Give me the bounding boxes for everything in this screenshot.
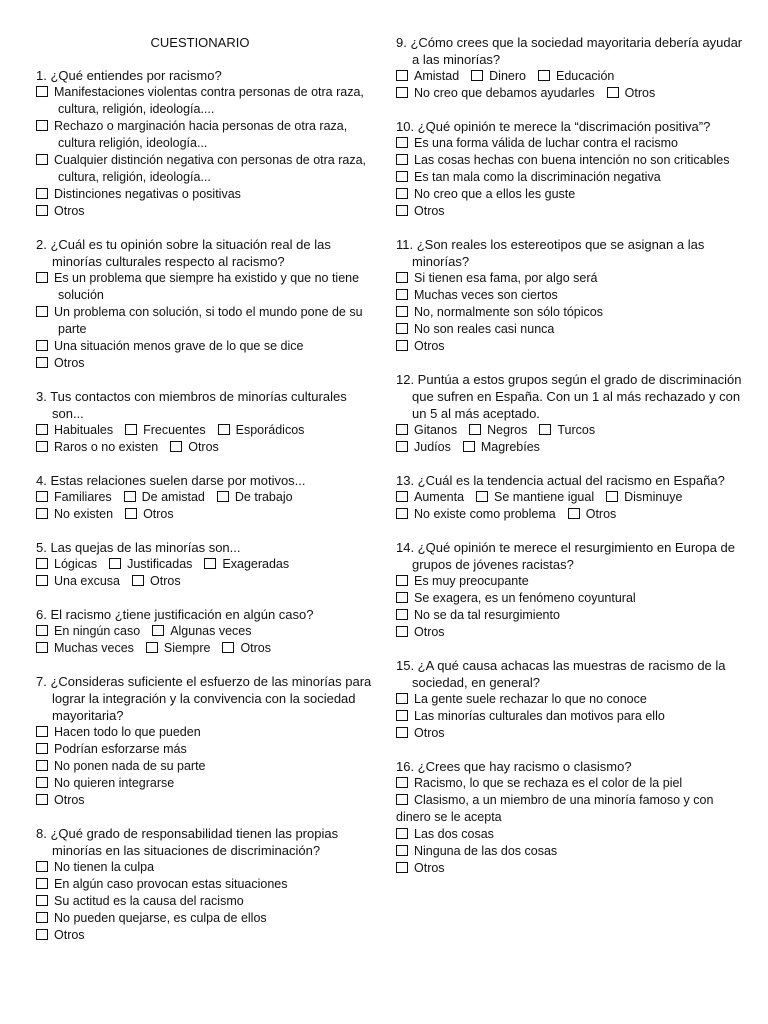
option-item[interactable] bbox=[36, 304, 376, 338]
question-block bbox=[36, 236, 376, 372]
checkbox-icon[interactable] bbox=[396, 794, 408, 805]
checkbox-icon[interactable] bbox=[396, 441, 408, 452]
option-item[interactable] bbox=[217, 489, 293, 506]
option-label: Manifestaciones violentas contra personas de otra raza, cultura, religión, ideología.... bbox=[54, 85, 364, 116]
option-label: No se da tal resurgimiento bbox=[414, 608, 560, 622]
checkbox-icon[interactable] bbox=[568, 508, 580, 519]
option-row bbox=[36, 573, 376, 590]
option-label: No creo que debamos ayudarles bbox=[414, 86, 595, 100]
question-text: 15. ¿A qué causa achacas las muestras de racismo de la sociedad, en general? bbox=[396, 658, 726, 690]
option-item[interactable] bbox=[396, 439, 451, 456]
option-label: Otros bbox=[54, 928, 85, 942]
option-item[interactable] bbox=[125, 506, 174, 523]
option-label: Una excusa bbox=[54, 574, 121, 588]
question-block bbox=[396, 657, 746, 742]
checkbox-icon[interactable] bbox=[396, 592, 408, 603]
option-list bbox=[36, 270, 376, 372]
option-label: No tienen la culpa bbox=[54, 860, 155, 874]
question-block bbox=[36, 539, 376, 590]
option-item[interactable] bbox=[396, 489, 464, 506]
option-label: Es tan mala como la discriminación negativa bbox=[414, 170, 661, 184]
option-item[interactable] bbox=[396, 826, 746, 843]
option-item[interactable] bbox=[538, 68, 614, 85]
option-label: Frecuentes bbox=[143, 423, 206, 437]
checkbox-icon[interactable] bbox=[36, 424, 48, 435]
checkbox-icon[interactable] bbox=[36, 575, 48, 586]
checkbox-icon[interactable] bbox=[396, 693, 408, 704]
option-item[interactable] bbox=[396, 506, 556, 523]
option-row bbox=[396, 506, 746, 523]
option-label: Muchas veces son ciertos bbox=[414, 288, 558, 302]
option-item[interactable] bbox=[396, 860, 746, 877]
option-label: Otros bbox=[150, 574, 181, 588]
question-text: 12. Puntúa a estos grupos según el grado de discriminación que sufren en España. Con un 1 al más rechazado y con un 5 al más aceptado. bbox=[396, 372, 742, 421]
checkbox-icon[interactable] bbox=[396, 727, 408, 738]
option-label: Se exagera, es un fenómeno coyuntural bbox=[414, 591, 636, 605]
option-row bbox=[396, 68, 746, 85]
question-text: 14. ¿Qué opinión te merece el resurgimiento en Europa de grupos de jóvenes racistas? bbox=[396, 540, 735, 572]
question-block bbox=[396, 472, 746, 523]
checkbox-icon[interactable] bbox=[36, 726, 48, 737]
option-row bbox=[36, 439, 376, 456]
option-label: Siempre bbox=[163, 641, 211, 655]
checkbox-icon[interactable] bbox=[396, 491, 408, 502]
checkbox-icon[interactable] bbox=[36, 86, 48, 97]
option-item[interactable] bbox=[36, 792, 376, 809]
option-item[interactable] bbox=[36, 118, 376, 152]
question-block bbox=[396, 371, 746, 456]
option-item[interactable] bbox=[396, 792, 746, 826]
option-item[interactable] bbox=[222, 640, 271, 657]
question-text: 13. ¿Cuál es la tendencia actual del racismo en España? bbox=[396, 473, 725, 488]
option-item[interactable] bbox=[471, 68, 526, 85]
option-item[interactable] bbox=[396, 691, 746, 708]
option-item[interactable] bbox=[36, 640, 134, 657]
option-label: Racismo, lo que se rechaza es el color de la piel bbox=[414, 776, 683, 790]
checkbox-icon[interactable] bbox=[146, 642, 158, 653]
option-item[interactable] bbox=[109, 556, 192, 573]
option-item[interactable] bbox=[396, 203, 746, 220]
checkbox-icon[interactable] bbox=[36, 508, 48, 519]
checkbox-icon[interactable] bbox=[36, 929, 48, 940]
option-item[interactable] bbox=[36, 927, 376, 944]
option-label: Distinciones negativas o positivas bbox=[54, 187, 241, 201]
checkbox-icon[interactable] bbox=[36, 306, 48, 317]
option-item[interactable] bbox=[132, 573, 181, 590]
question-block bbox=[36, 673, 376, 809]
option-label: Otros bbox=[54, 356, 85, 370]
question-block bbox=[396, 539, 746, 641]
option-label: Las dos cosas bbox=[414, 827, 494, 841]
checkbox-icon[interactable] bbox=[396, 575, 408, 586]
checkbox-icon[interactable] bbox=[124, 491, 136, 502]
option-item[interactable] bbox=[396, 304, 746, 321]
question-text: 10. ¿Qué opinión te merece la “discrimación positiva”? bbox=[396, 119, 711, 134]
question-text: 4. Estas relaciones suelen darse por motivos... bbox=[36, 473, 306, 488]
option-label: Muchas veces bbox=[54, 641, 134, 655]
option-label: Aumenta bbox=[414, 490, 465, 504]
option-label: Hacen todo lo que pueden bbox=[54, 725, 201, 739]
page-title: CUESTIONARIO bbox=[150, 35, 250, 50]
option-item[interactable] bbox=[606, 489, 682, 506]
checkbox-icon[interactable] bbox=[396, 424, 408, 435]
checkbox-icon[interactable] bbox=[396, 289, 408, 300]
option-list bbox=[396, 573, 746, 641]
option-label: Clasismo, a un miembro de una minoría famoso y con dinero se le acepta bbox=[396, 793, 714, 824]
option-item[interactable] bbox=[36, 758, 376, 775]
checkbox-icon[interactable] bbox=[396, 306, 408, 317]
option-label: Magrebíes bbox=[480, 440, 540, 454]
option-item[interactable] bbox=[36, 573, 120, 590]
option-item[interactable] bbox=[469, 422, 527, 439]
checkbox-icon[interactable] bbox=[36, 777, 48, 788]
option-label: De amistad bbox=[141, 490, 205, 504]
option-item[interactable] bbox=[36, 270, 376, 304]
checkbox-icon[interactable] bbox=[396, 171, 408, 182]
checkbox-icon[interactable] bbox=[36, 760, 48, 771]
checkbox-icon[interactable] bbox=[396, 845, 408, 856]
option-label: Otros bbox=[143, 507, 174, 521]
option-item[interactable] bbox=[463, 439, 540, 456]
question-text: 16. ¿Crees que hay racismo o clasismo? bbox=[396, 759, 632, 774]
option-label: Podrían esforzarse más bbox=[54, 742, 187, 756]
checkbox-icon[interactable] bbox=[217, 491, 229, 502]
left-column bbox=[36, 34, 376, 960]
option-label: Ninguna de las dos cosas bbox=[414, 844, 558, 858]
checkbox-icon[interactable] bbox=[36, 120, 48, 131]
option-label: Un problema con solución, si todo el mundo pone de su parte bbox=[54, 305, 363, 336]
checkbox-icon[interactable] bbox=[36, 154, 48, 165]
option-item[interactable] bbox=[36, 338, 376, 355]
option-label: No quieren integrarse bbox=[54, 776, 175, 790]
checkbox-icon[interactable] bbox=[218, 424, 230, 435]
option-row bbox=[36, 623, 376, 640]
checkbox-icon[interactable] bbox=[396, 777, 408, 788]
option-label: Rechazo o marginación hacia personas de otra raza, cultura religión, ideología... bbox=[54, 119, 348, 150]
checkbox-icon[interactable] bbox=[396, 508, 408, 519]
option-item[interactable] bbox=[218, 422, 305, 439]
option-label: Las cosas hechas con buena intención no son criticables bbox=[414, 153, 730, 167]
checkbox-icon[interactable] bbox=[396, 340, 408, 351]
option-label: Disminuye bbox=[624, 490, 683, 504]
option-label: No son reales casi nunca bbox=[414, 322, 555, 336]
option-row bbox=[36, 489, 376, 506]
checkbox-icon[interactable] bbox=[36, 912, 48, 923]
option-item[interactable] bbox=[396, 843, 746, 860]
option-item[interactable] bbox=[396, 169, 746, 186]
question-text: 5. Las quejas de las minorías son... bbox=[36, 540, 241, 555]
option-item[interactable] bbox=[125, 422, 206, 439]
checkbox-icon[interactable] bbox=[36, 441, 48, 452]
checkbox-icon[interactable] bbox=[396, 609, 408, 620]
checkbox-icon[interactable] bbox=[606, 491, 618, 502]
option-row bbox=[36, 556, 376, 573]
question-block bbox=[36, 825, 376, 944]
option-list bbox=[36, 724, 376, 809]
checkbox-icon[interactable] bbox=[152, 625, 164, 636]
question-text: 1. ¿Qué entiendes por racismo? bbox=[36, 68, 222, 83]
option-label: Otros bbox=[414, 726, 445, 740]
option-item[interactable] bbox=[396, 422, 457, 439]
option-item[interactable] bbox=[36, 623, 140, 640]
checkbox-icon[interactable] bbox=[396, 626, 408, 637]
option-row bbox=[396, 439, 746, 456]
option-item[interactable] bbox=[476, 489, 594, 506]
checkbox-icon[interactable] bbox=[538, 70, 550, 81]
option-label: Una situación menos grave de lo que se dice bbox=[54, 339, 304, 353]
option-item[interactable] bbox=[396, 573, 746, 590]
question-block bbox=[396, 236, 746, 355]
option-item[interactable] bbox=[36, 506, 113, 523]
option-item[interactable] bbox=[204, 556, 289, 573]
option-row bbox=[36, 640, 376, 657]
checkbox-icon[interactable] bbox=[36, 340, 48, 351]
option-item[interactable] bbox=[36, 876, 376, 893]
option-label: No existe como problema bbox=[414, 507, 556, 521]
option-item[interactable] bbox=[36, 893, 376, 910]
checkbox-icon[interactable] bbox=[125, 508, 137, 519]
option-item[interactable] bbox=[36, 489, 112, 506]
option-label: Dinero bbox=[489, 69, 526, 83]
option-item[interactable] bbox=[396, 287, 746, 304]
checkbox-icon[interactable] bbox=[396, 323, 408, 334]
option-list bbox=[396, 270, 746, 355]
checkbox-icon[interactable] bbox=[396, 154, 408, 165]
question-text: 8. ¿Qué grado de responsabilidad tienen las propias minorías en las situaciones de discriminación? bbox=[36, 826, 339, 858]
option-row bbox=[36, 506, 376, 523]
checkbox-icon[interactable] bbox=[222, 642, 234, 653]
option-label: Otros bbox=[54, 793, 85, 807]
option-label: En algún caso provocan estas situaciones bbox=[54, 877, 288, 891]
option-item[interactable] bbox=[396, 590, 746, 607]
option-label: No, normalmente son sólo tópicos bbox=[414, 305, 603, 319]
right-column bbox=[396, 34, 746, 893]
option-label: De trabajo bbox=[234, 490, 293, 504]
option-item[interactable] bbox=[36, 775, 376, 792]
option-row bbox=[396, 422, 746, 439]
option-label: Esporádicos bbox=[235, 423, 305, 437]
option-label: Otros bbox=[188, 440, 219, 454]
option-list bbox=[36, 84, 376, 220]
checkbox-icon[interactable] bbox=[36, 625, 48, 636]
question-text: 2. ¿Cuál es tu opinión sobre la situación real de las minorías culturales respecto al racismo? bbox=[36, 237, 331, 269]
option-item[interactable] bbox=[396, 775, 746, 792]
option-item[interactable] bbox=[396, 607, 746, 624]
checkbox-icon[interactable] bbox=[396, 70, 408, 81]
question-block bbox=[396, 118, 746, 220]
checkbox-icon[interactable] bbox=[125, 424, 137, 435]
option-label: No creo que a ellos les guste bbox=[414, 187, 576, 201]
checkbox-icon[interactable] bbox=[463, 441, 475, 452]
option-list bbox=[396, 775, 746, 877]
option-item[interactable] bbox=[146, 640, 211, 657]
option-item[interactable] bbox=[36, 152, 376, 186]
option-label: Se mantiene igual bbox=[494, 490, 595, 504]
question-block bbox=[36, 67, 376, 220]
option-item[interactable] bbox=[396, 152, 746, 169]
option-label: Si tienen esa fama, por algo será bbox=[414, 271, 598, 285]
option-label: Educación bbox=[555, 69, 615, 83]
option-item[interactable] bbox=[396, 708, 746, 725]
option-label: En ningún caso bbox=[54, 624, 141, 638]
question-block bbox=[396, 34, 746, 102]
option-label: Otros bbox=[624, 86, 656, 100]
option-item[interactable] bbox=[396, 186, 746, 203]
option-label: Habituales bbox=[54, 423, 114, 437]
question-text: 11. ¿Son reales los estereotipos que se asignan a las minorías? bbox=[396, 237, 705, 269]
question-text: 9. ¿Cómo crees que la sociedad mayoritaria debería ayudar a las minorías? bbox=[396, 35, 743, 67]
checkbox-icon[interactable] bbox=[471, 70, 483, 81]
option-item[interactable] bbox=[607, 85, 656, 102]
checkbox-icon[interactable] bbox=[539, 424, 551, 435]
option-label: Amistad bbox=[414, 69, 460, 83]
option-item[interactable] bbox=[396, 321, 746, 338]
option-item[interactable] bbox=[36, 556, 97, 573]
checkbox-icon[interactable] bbox=[36, 558, 48, 569]
checkbox-icon[interactable] bbox=[396, 205, 408, 216]
option-row bbox=[36, 422, 376, 439]
checkbox-icon[interactable] bbox=[396, 862, 408, 873]
option-item[interactable] bbox=[124, 489, 205, 506]
question-text: 7. ¿Consideras suficiente el esfuerzo de las minorías para lograr la integración y la convivencia con la sociedad mayoritaria? bbox=[36, 674, 372, 723]
option-list bbox=[36, 859, 376, 944]
option-row bbox=[396, 85, 746, 102]
option-label: Gitanos bbox=[414, 423, 458, 437]
option-label: Algunas veces bbox=[170, 624, 252, 638]
option-label: No ponen nada de su parte bbox=[54, 759, 206, 773]
checkbox-icon[interactable] bbox=[396, 710, 408, 721]
option-item[interactable] bbox=[396, 68, 459, 85]
question-block bbox=[36, 472, 376, 523]
option-label: No pueden quejarse, es culpa de ellos bbox=[54, 911, 267, 925]
option-item[interactable] bbox=[36, 724, 376, 741]
checkbox-icon[interactable] bbox=[170, 441, 182, 452]
question-block bbox=[36, 388, 376, 456]
checkbox-icon[interactable] bbox=[109, 558, 121, 569]
checkbox-icon[interactable] bbox=[396, 272, 408, 283]
checkbox-icon[interactable] bbox=[36, 743, 48, 754]
checkbox-icon[interactable] bbox=[36, 878, 48, 889]
question-block bbox=[396, 758, 746, 877]
checkbox-icon[interactable] bbox=[396, 87, 408, 98]
option-list bbox=[396, 691, 746, 742]
option-item[interactable] bbox=[36, 910, 376, 927]
checkbox-icon[interactable] bbox=[204, 558, 216, 569]
option-item[interactable] bbox=[36, 741, 376, 758]
option-label: Cualquier distinción negativa con personas de otra raza, cultura, religión, ideología... bbox=[54, 153, 366, 184]
option-label: Exageradas bbox=[222, 557, 290, 571]
checkbox-icon[interactable] bbox=[36, 188, 48, 199]
option-label: Negros bbox=[487, 423, 528, 437]
option-row bbox=[396, 489, 746, 506]
option-list bbox=[396, 135, 746, 220]
question-text: 3. Tus contactos con miembros de minorías culturales son... bbox=[36, 389, 347, 421]
option-item[interactable] bbox=[396, 725, 746, 742]
option-label: Otros bbox=[414, 861, 445, 875]
question-text: 6. El racismo ¿tiene justificación en algún caso? bbox=[36, 607, 314, 622]
option-label: Es muy preocupante bbox=[414, 574, 529, 588]
option-item[interactable] bbox=[36, 186, 376, 203]
option-label: La gente suele rechazar lo que no conoce bbox=[414, 692, 647, 706]
option-label: Las minorías culturales dan motivos para ello bbox=[414, 709, 665, 723]
checkbox-icon[interactable] bbox=[36, 642, 48, 653]
option-label: Judíos bbox=[414, 440, 451, 454]
checkbox-icon[interactable] bbox=[36, 272, 48, 283]
option-item[interactable] bbox=[396, 135, 746, 152]
checkbox-icon[interactable] bbox=[36, 895, 48, 906]
option-item[interactable] bbox=[152, 623, 251, 640]
option-label: Otros bbox=[585, 507, 617, 521]
checkbox-icon[interactable] bbox=[36, 794, 48, 805]
option-item[interactable] bbox=[539, 422, 595, 439]
option-label: Es un problema que siempre ha existido y que no tiene solución bbox=[54, 271, 360, 302]
option-item[interactable] bbox=[36, 203, 376, 220]
option-label: Otros bbox=[414, 339, 445, 353]
option-label: Otros bbox=[414, 625, 445, 639]
checkbox-icon[interactable] bbox=[36, 357, 48, 368]
option-label: Su actitud es la causa del racismo bbox=[54, 894, 244, 908]
checkbox-icon[interactable] bbox=[396, 188, 408, 199]
checkbox-icon[interactable] bbox=[396, 137, 408, 148]
option-item[interactable] bbox=[396, 270, 746, 287]
checkbox-icon[interactable] bbox=[607, 87, 619, 98]
option-label: Otros bbox=[240, 641, 272, 655]
option-label: Turcos bbox=[557, 423, 596, 437]
checkbox-icon[interactable] bbox=[132, 575, 144, 586]
question-block bbox=[36, 606, 376, 657]
option-item[interactable] bbox=[36, 439, 158, 456]
option-label: Otros bbox=[414, 204, 445, 218]
option-label: Justificadas bbox=[127, 557, 193, 571]
option-item[interactable] bbox=[396, 85, 595, 102]
option-label: Raros o no existen bbox=[54, 440, 159, 454]
checkbox-icon[interactable] bbox=[469, 424, 481, 435]
option-item[interactable] bbox=[396, 338, 746, 355]
checkbox-icon[interactable] bbox=[476, 491, 488, 502]
option-item[interactable] bbox=[396, 624, 746, 641]
option-item[interactable] bbox=[36, 422, 113, 439]
option-label: No existen bbox=[54, 507, 114, 521]
checkbox-icon[interactable] bbox=[36, 491, 48, 502]
option-item[interactable] bbox=[568, 506, 617, 523]
option-label: Lógicas bbox=[54, 557, 98, 571]
checkbox-icon[interactable] bbox=[36, 861, 48, 872]
option-item[interactable] bbox=[170, 439, 219, 456]
option-item[interactable] bbox=[36, 355, 376, 372]
option-label: Familiares bbox=[54, 490, 112, 504]
option-label: Es una forma válida de luchar contra el racismo bbox=[414, 136, 679, 150]
option-item[interactable] bbox=[36, 84, 376, 118]
option-item[interactable] bbox=[36, 859, 376, 876]
checkbox-icon[interactable] bbox=[36, 205, 48, 216]
checkbox-icon[interactable] bbox=[396, 828, 408, 839]
option-label: Otros bbox=[54, 204, 85, 218]
